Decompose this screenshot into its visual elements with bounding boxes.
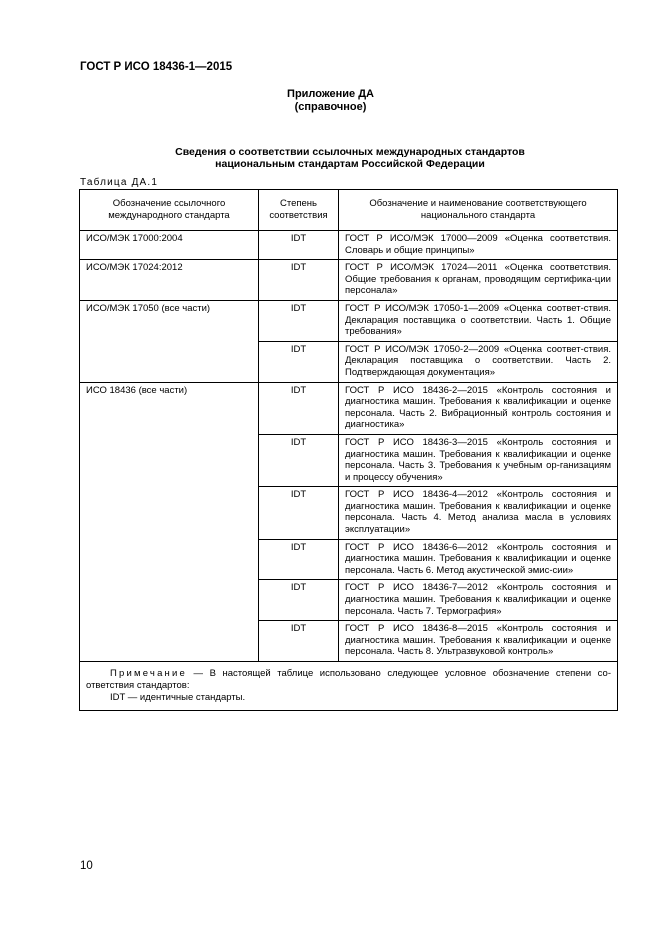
header-national-standard: Обозначение и наименование соответствующего национального стандарта (339, 190, 618, 231)
table-row (80, 382, 618, 434)
cell-national: ГОСТ Р ИСО 18436-2—2015 «Контроль состояния и диагностика машин. Требования к квалификации и оценке персонала. Часть 2. Вибрационный контроль состояния и диагностика» (339, 382, 618, 434)
cell-national: ГОСТ Р ИСО 18436-6—2012 «Контроль состояния и диагностика машин. Требования к квалификации и оценке персонала. Часть 6. Метод акустической эмис-сии» (339, 539, 618, 580)
cell-degree: IDT (259, 341, 339, 382)
cell-degree: IDT (259, 231, 339, 260)
table-header-row (80, 190, 618, 231)
note-idt-definition: IDT — идентичные стандарты. (110, 692, 246, 703)
correspondence-table (79, 189, 618, 711)
caption-line-2: национальным стандартам Российской Федерации (215, 158, 485, 170)
cell-intl: ИСО/МЭК 17024:2012 (80, 260, 259, 301)
note-label: Примечание (110, 668, 187, 679)
table-row (80, 231, 618, 260)
cell-degree: IDT (259, 580, 339, 621)
cell-degree: IDT (259, 487, 339, 539)
cell-degree: IDT (259, 260, 339, 301)
document-code-header: ГОСТ Р ИСО 18436-1—2015 (80, 61, 233, 73)
appendix-subtitle: (справочное) (294, 101, 367, 113)
appendix-title: Приложение ДА (287, 88, 374, 100)
table-note (80, 662, 618, 711)
table-row (80, 300, 618, 341)
cell-degree: IDT (259, 300, 339, 341)
table-caption (100, 146, 600, 170)
cell-national: ГОСТ Р ИСО/МЭК 17050-1—2009 «Оценка соответ-ствия. Декларация поставщика о соответствии. Часть 1. Общие требования» (339, 300, 618, 341)
cell-national: ГОСТ Р ИСО/МЭК 17024—2011 «Оценка соответствия. Общие требования к органам, проводящим сертифика-ции персонала» (339, 260, 618, 301)
cell-national: ГОСТ Р ИСО/МЭК 17050-2—2009 «Оценка соответ-ствия. Декларация поставщика о соответствии. Часть 2. Подтверждающая документация» (339, 341, 618, 382)
cell-national: ГОСТ Р ИСО 18436-4—2012 «Контроль состояния и диагностика машин. Требования к квалификации и оценке персонала. Часть 4. Метод анализа масла в условиях эксплуатации» (339, 487, 618, 539)
cell-national: ГОСТ Р ИСО 18436-7—2012 «Контроль состояния и диагностика машин. Требования к квалификации и оценке персонала. Часть 7. Термография» (339, 580, 618, 621)
cell-degree: IDT (259, 621, 339, 662)
cell-national: ГОСТ Р ИСО/МЭК 17000—2009 «Оценка соответствия. Словарь и общие принципы» (339, 231, 618, 260)
cell-intl: ИСО/МЭК 17050 (все части) (80, 300, 259, 382)
header-intl-standard: Обозначение ссылочного международного стандарта (80, 190, 259, 231)
caption-line-1: Сведения о соответствии ссылочных международных стандартов (175, 146, 525, 158)
header-degree: Степень соответствия (259, 190, 339, 231)
cell-intl: ИСО/МЭК 17000:2004 (80, 231, 259, 260)
cell-degree: IDT (259, 434, 339, 486)
page-number: 10 (80, 860, 93, 872)
note-paragraph (86, 668, 611, 692)
cell-national: ГОСТ Р ИСО 18436-8—2015 «Контроль состояния и диагностика машин. Требования к квалификации и оценке персонала. Часть 8. Ультразвуковой контроль» (339, 621, 618, 662)
cell-intl: ИСО 18436 (все части) (80, 382, 259, 661)
note-text: — В настоящей таблице использовано следующее условное обозначение степени со-ответствия стандартов: (86, 668, 611, 691)
appendix-heading (0, 88, 661, 114)
cell-degree: IDT (259, 382, 339, 434)
table-row (80, 260, 618, 301)
table-label: Таблица ДА.1 (80, 177, 159, 188)
cell-national: ГОСТ Р ИСО 18436-3—2015 «Контроль состояния и диагностика машин. Требования к квалификации и оценке персонала. Часть 3. Требования к учебным ор-ганизациям и процессу обучения» (339, 434, 618, 486)
cell-degree: IDT (259, 539, 339, 580)
table-note-row (80, 662, 618, 711)
